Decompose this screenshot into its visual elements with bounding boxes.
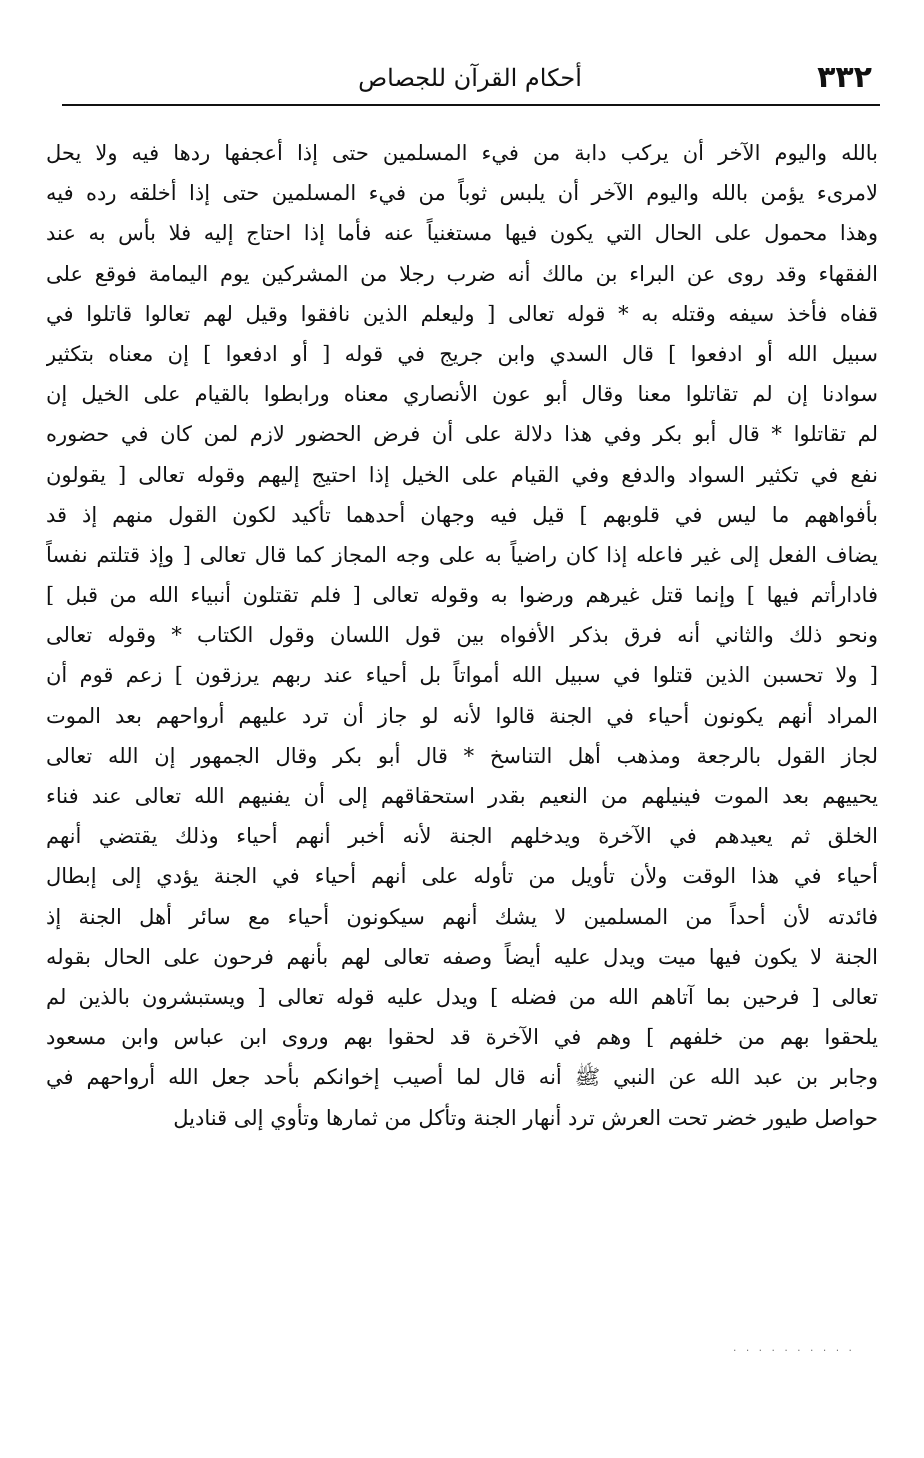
text-line: الخلق ثم يعيدهم في الآخرة ويدخلهم الجنة لأنه أخبر أنهم أحياء وذلك يقتضي أنهم xyxy=(46,824,878,849)
text-line: بأفواههم ما ليس في قلوبهم ] قيل فيه وجهان أحدهما تأكيد لكون القول منهم إذ قد xyxy=(46,502,878,527)
text-line: ونحو ذلك والثاني أنه فرق بذكر الأفواه بين قول اللسان وقول الكتاب * وقوله تعالى xyxy=(46,623,878,648)
text-line: أحياء في هذا الوقت ولأن تأويل من تأوله على أنهم أحياء في الجنة يؤدي إلى إبطال xyxy=(46,864,878,889)
text-line: قفاه فأخذ سيفه وقتله به * قوله تعالى [ وليعلم الذين نافقوا وقيل لهم تعالوا قاتلوا في xyxy=(46,301,878,326)
text-line: لامرىء يؤمن بالله واليوم الآخر أن يلبس ثوباً من فيء المسلمين حتى إذا أخلقه رده فيه xyxy=(46,181,878,206)
page-header xyxy=(60,58,880,102)
text-line: تعالى [ فرحين بما آتاهم الله من فضله ] ويدل عليه قوله تعالى [ ويستبشرون بالذين لم xyxy=(46,984,878,1009)
text-line: نفع في تكثير السواد والدفع وفي القيام على الخيل إذا احتيج إليهم وقوله تعالى [ يقولون xyxy=(46,462,878,487)
text-line: الفقهاء وقد روى عن البراء بن مالك أنه ضرب رجلا من المشركين يوم اليمامة فوقع على xyxy=(46,261,878,286)
text-line: وجابر بن عبد الله عن النبي ﷺ أنه قال لما أصيب إخوانكم بأحد جعل الله أرواحهم في xyxy=(46,1065,878,1090)
page-number: ٣٣٢ xyxy=(817,60,872,95)
text-line: يلحقوا بهم من خلفهم ] وهم في الآخرة قد لحقوا بهم وروى ابن عباس وابن مسعود xyxy=(46,1025,878,1050)
text-line: حواصل طيور خضر تحت العرش ترد أنهار الجنة وتأكل من ثمارها وتأوي إلى قناديل xyxy=(173,1105,878,1130)
text-line: لجاز القول بالرجعة ومذهب أهل التناسخ * قال أبو بكر وقال الجمهور إن الله تعالى xyxy=(46,743,878,768)
text-line: وهذا محمول على الحال التي يكون فيها مستغنياً عنه فأما إذا احتاج إليه فلا بأس به عند xyxy=(46,221,878,246)
text-line: الجنة لا يكون فيها ميت ويدل عليه أيضاً وصفه تعالى لهم بأنهم فرحون على الحال بقوله xyxy=(46,944,878,969)
text-line: سوادنا إن لم تقاتلوا معنا وقال أبو عون الأنصاري معناه ورابطوا بالقيام على الخيل إن xyxy=(46,382,878,407)
text-line: فادارأتم فيها ] وإنما قتل غيرهم ورضوا به وقوله تعالى [ فلم تقتلون أنبياء الله من قبل ] xyxy=(46,583,878,608)
footer-marks: . . . . . . . . . . xyxy=(732,1344,854,1354)
header-rule xyxy=(62,104,880,106)
text-line: فائدته لأن أحداً من المسلمين لا يشك أنهم سيكونون أحياء مع سائر أهل الجنة إذ xyxy=(46,904,878,929)
text-line: [ ولا تحسبن الذين قتلوا في سبيل الله أمواتاً بل أحياء عند ربهم يرزقون ] زعم قوم أن xyxy=(46,663,878,688)
text-line: المراد أنهم يكونون أحياء في الجنة قالوا لأنه لو جاز أن ترد عليهم أرواحهم بعد الموت xyxy=(46,703,878,728)
text-line: يضاف الفعل إلى غير فاعله إذا كان راضياً به على وجه المجاز كما قال تعالى [ وإذ قتلتم نفساً xyxy=(46,542,878,567)
text-line: لم تقاتلوا * قال أبو بكر وفي هذا دلالة على أن فرض الحضور لازم لمن كان في حضوره xyxy=(46,422,878,447)
text-line: بالله واليوم الآخر أن يركب دابة من فيء المسلمين حتى إذا أعجفها ردها فيه ولا يحل xyxy=(46,141,878,165)
running-title: أحكام القرآن للجصاص xyxy=(358,64,582,92)
text-line: يحييهم بعد الموت فينيلهم من النعيم بقدر استحقاقهم إلى أن يفنيهم الله تعالى عند فناء xyxy=(46,784,878,808)
text-line: سبيل الله أو ادفعوا ] قال السدي وابن جريج في قوله [ أو ادفعوا ] إن معناه بتكثير xyxy=(46,341,878,366)
body-text xyxy=(46,133,878,1138)
